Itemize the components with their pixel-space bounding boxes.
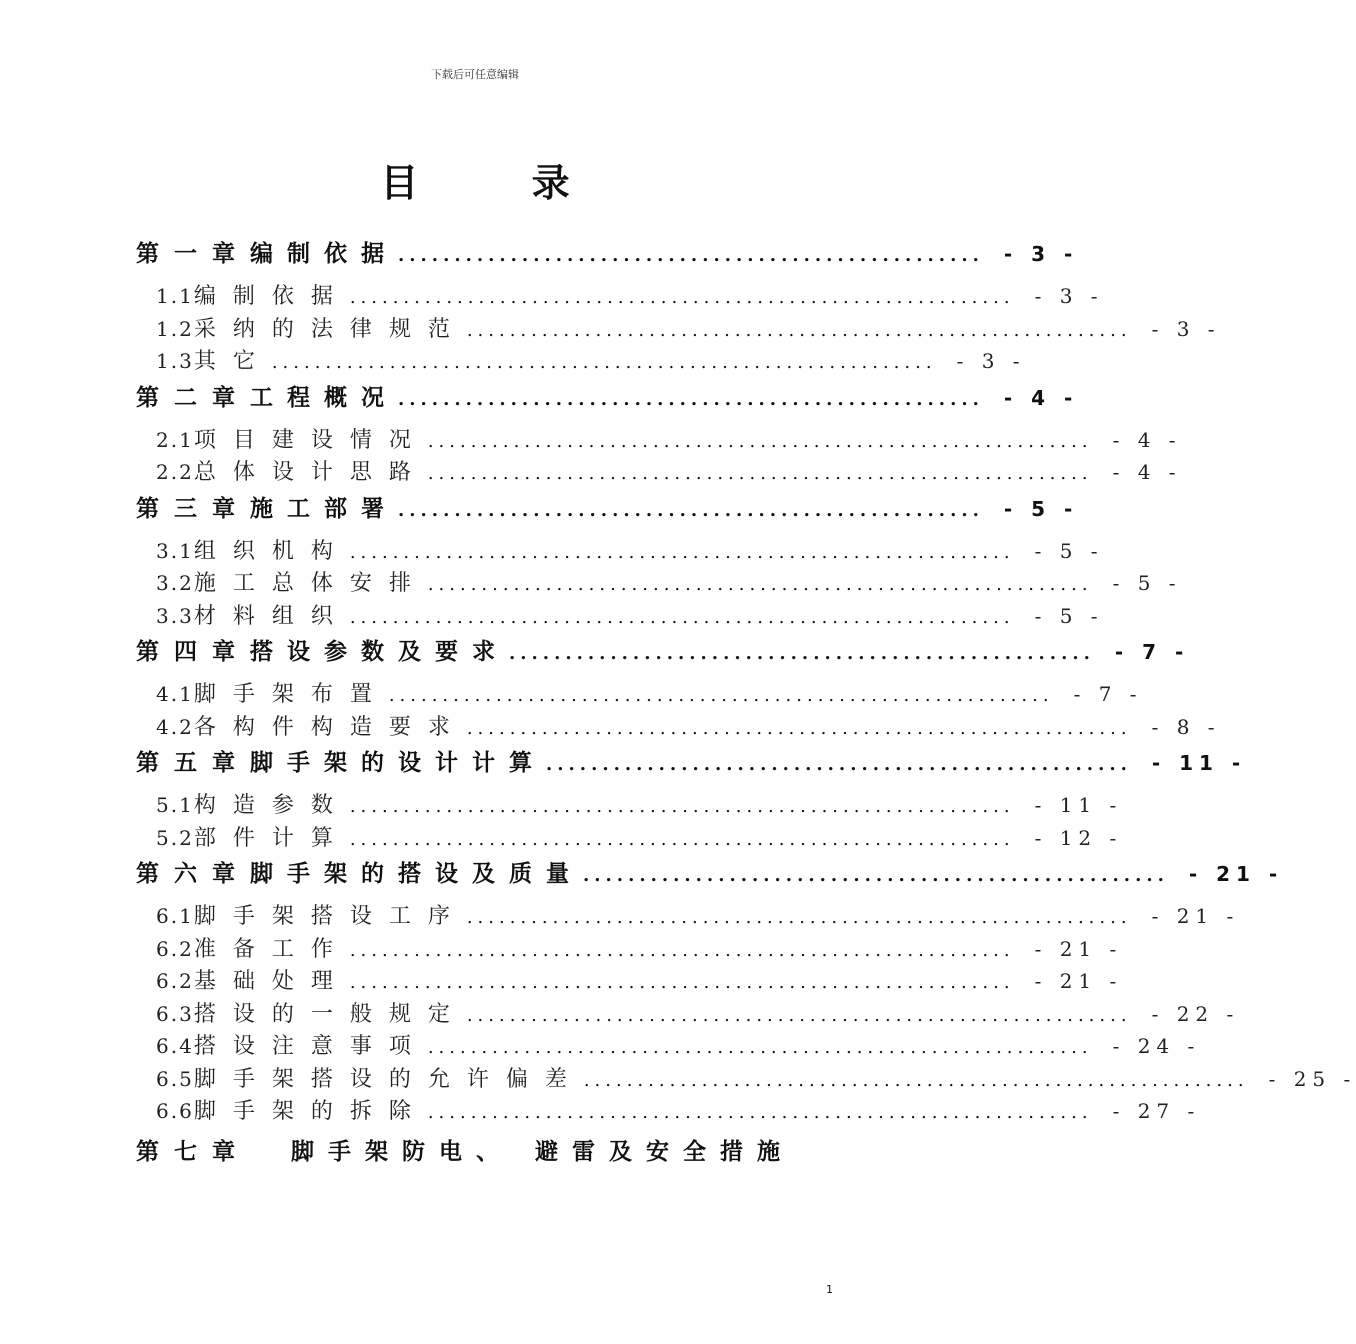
page-ref: - 4 -	[1112, 460, 1182, 484]
toc-section-entry[interactable]	[136, 534, 1104, 567]
page-number: 1	[826, 1283, 833, 1296]
chapter-title: 脚手架防电、 避雷及安全措施	[291, 1138, 795, 1165]
chapter-label: 第二章	[136, 384, 250, 411]
page-ref: - 11 -	[1034, 793, 1123, 817]
section-number: 3.2	[156, 571, 194, 595]
page-ref: - 5 -	[1112, 571, 1182, 595]
dot-leader: ....................................................	[546, 754, 1132, 775]
page-ref: - 7 -	[1114, 640, 1190, 664]
dot-leader: ..............................................................	[466, 319, 1132, 341]
section-number: 2.1	[156, 427, 194, 452]
toc-section-entry[interactable]	[136, 932, 1123, 965]
dot-leader: ....................................................	[398, 388, 984, 410]
dot-leader: ..............................................................	[427, 1102, 1093, 1123]
section-title: 其它	[193, 349, 272, 374]
chapter-title: 编制依据	[250, 241, 398, 267]
toc-section-entry[interactable]	[136, 279, 1104, 312]
dot-leader: ..............................................................	[349, 972, 1015, 993]
chapter-label: 第五章	[136, 750, 250, 776]
toc-section-entry[interactable]	[136, 344, 1026, 377]
toc-section-entry[interactable]	[136, 566, 1182, 599]
dot-leader: ..............................................................	[427, 430, 1093, 452]
section-title: 组织机构	[193, 538, 350, 564]
section-number: 5.1	[156, 793, 194, 817]
page-ref: - 25 -	[1268, 1066, 1356, 1091]
toc-section-entry[interactable]	[136, 1029, 1201, 1062]
chapter-title: 脚手架的设计计算	[250, 750, 546, 776]
section-number: 2.2	[156, 460, 194, 484]
table-of-contents	[136, 233, 1356, 1173]
toc-section-entry[interactable]	[136, 821, 1123, 854]
page-ref: - 5 -	[1003, 496, 1079, 521]
page-ref: - 24 -	[1112, 1034, 1201, 1058]
page-ref: - 3 -	[956, 349, 1026, 373]
page-ref: - 11 -	[1151, 751, 1247, 775]
toc-chapter-entry[interactable]	[136, 855, 1284, 895]
page-ref: - 21 -	[1034, 936, 1123, 961]
section-number: 1.2	[156, 316, 194, 341]
section-title: 脚手架搭设工序	[193, 904, 467, 929]
section-title: 构造参数	[193, 793, 350, 818]
chapter-label: 第三章	[136, 495, 250, 522]
toc-section-entry[interactable]	[136, 997, 1240, 1030]
chapter-label: 第一章	[136, 241, 250, 267]
toc-section-entry[interactable]	[136, 1062, 1356, 1095]
page-ref: - 22 -	[1151, 1001, 1240, 1026]
toc-section-entry[interactable]	[136, 964, 1123, 997]
chapter-label: 第四章	[136, 639, 250, 665]
toc-chapter-entry[interactable]	[136, 235, 1079, 275]
dot-leader: ..............................................................	[388, 685, 1054, 706]
page-ref: - 27 -	[1112, 1099, 1201, 1123]
dot-leader: ..............................................................	[349, 828, 1015, 850]
dot-leader: ..............................................................	[349, 606, 1015, 628]
page-header: 下载后可任意编辑	[431, 68, 519, 81]
page-ref: - 21 -	[1151, 904, 1240, 928]
section-number: 6.6	[156, 1099, 194, 1123]
section-number: 6.1	[156, 904, 194, 928]
toc-section-entry[interactable]	[136, 455, 1182, 488]
section-number: 1.1	[156, 284, 194, 308]
dot-leader: ..............................................................	[583, 1069, 1249, 1091]
section-title: 准备工作	[193, 936, 350, 962]
chapter-title: 搭设参数及要求	[250, 639, 509, 665]
toc-section-entry[interactable]	[136, 599, 1104, 632]
section-title: 脚手架搭设的允许偏差	[193, 1066, 584, 1092]
section-number: 6.4	[156, 1034, 194, 1058]
section-title: 搭设注意事项	[193, 1034, 428, 1059]
section-title: 各构件构造要求	[193, 714, 467, 740]
section-title: 基础处理	[193, 969, 350, 994]
toc-chapter-entry[interactable]	[136, 379, 1079, 419]
dot-leader: ..............................................................	[466, 907, 1132, 928]
dot-leader: ..............................................................	[271, 352, 937, 373]
page-ref: - 5 -	[1034, 603, 1104, 628]
chapter-label: 第七章	[136, 1138, 250, 1165]
page-ref: - 4 -	[1112, 427, 1182, 452]
section-title: 部件计算	[193, 825, 350, 851]
chapter-title: 脚手架的搭设及质量	[250, 861, 583, 887]
dot-leader: ....................................................	[583, 865, 1169, 886]
page-ref: - 8 -	[1151, 714, 1221, 739]
toc-section-entry[interactable]	[136, 710, 1221, 743]
dot-leader: ..............................................................	[427, 463, 1093, 484]
toc-chapter-entry[interactable]	[136, 633, 1190, 673]
toc-section-entry[interactable]	[136, 423, 1182, 456]
section-number: 6.2	[156, 969, 194, 993]
section-number: 6.3	[156, 1001, 194, 1026]
dot-leader: ....................................................	[509, 643, 1095, 664]
section-title: 编制依据	[193, 284, 350, 309]
page-ref: - 21 -	[1034, 969, 1123, 993]
section-number: 6.5	[156, 1066, 194, 1091]
page-ref: - 3 -	[1151, 316, 1221, 341]
dot-leader: ..............................................................	[427, 574, 1093, 595]
section-number: 3.1	[156, 538, 194, 563]
section-title: 总体设计思路	[193, 460, 428, 485]
dot-leader: ..............................................................	[349, 287, 1015, 308]
toc-chapter-entry[interactable]	[136, 1133, 826, 1173]
toc-section-entry[interactable]	[136, 788, 1123, 821]
toc-section-entry[interactable]	[136, 677, 1143, 710]
chapter-title: 工程概况	[250, 384, 398, 411]
chapter-title: 施工部署	[250, 495, 398, 522]
page-ref: - 4 -	[1003, 385, 1079, 410]
dot-leader: ....................................................	[398, 245, 984, 266]
section-title: 施工总体安排	[193, 571, 428, 596]
toc-chapter-entry[interactable]	[136, 490, 1079, 530]
dot-leader: ..............................................................	[349, 939, 1015, 961]
dot-leader: ..............................................................	[427, 1037, 1093, 1058]
section-title: 搭设的一般规定	[193, 1001, 467, 1027]
section-number: 3.3	[156, 603, 194, 628]
section-title: 采纳的法律规范	[193, 316, 467, 342]
page-ref: - 3 -	[1003, 242, 1079, 266]
section-number: 5.2	[156, 825, 194, 850]
page-ref: - 5 -	[1034, 538, 1104, 563]
dot-leader: ..............................................................	[466, 1004, 1132, 1026]
page-ref: - 21 -	[1188, 862, 1284, 886]
section-title: 材料组织	[193, 603, 350, 629]
dot-leader: ..............................................................	[349, 541, 1015, 563]
page-ref: - 12 -	[1034, 825, 1123, 850]
section-title: 脚手架的拆除	[193, 1099, 428, 1124]
dot-leader: ....................................................	[398, 499, 984, 521]
toc-section-entry[interactable]	[136, 899, 1240, 932]
section-title: 项目建设情况	[193, 427, 428, 453]
section-number: 1.3	[156, 349, 194, 373]
toc-section-entry[interactable]	[136, 1094, 1201, 1127]
dot-leader: ..............................................................	[349, 796, 1015, 817]
toc-section-entry[interactable]	[136, 312, 1221, 345]
section-number: 4.2	[156, 714, 194, 739]
dot-leader: ..............................................................	[466, 717, 1132, 739]
toc-title: 目 录	[380, 161, 620, 205]
chapter-label: 第六章	[136, 861, 250, 887]
section-number: 6.2	[156, 936, 194, 961]
section-number: 4.1	[156, 682, 194, 706]
page-ref: - 7 -	[1073, 682, 1143, 706]
toc-chapter-entry[interactable]	[136, 744, 1247, 784]
section-title: 脚手架布置	[193, 682, 389, 707]
page-ref: - 3 -	[1034, 284, 1104, 308]
